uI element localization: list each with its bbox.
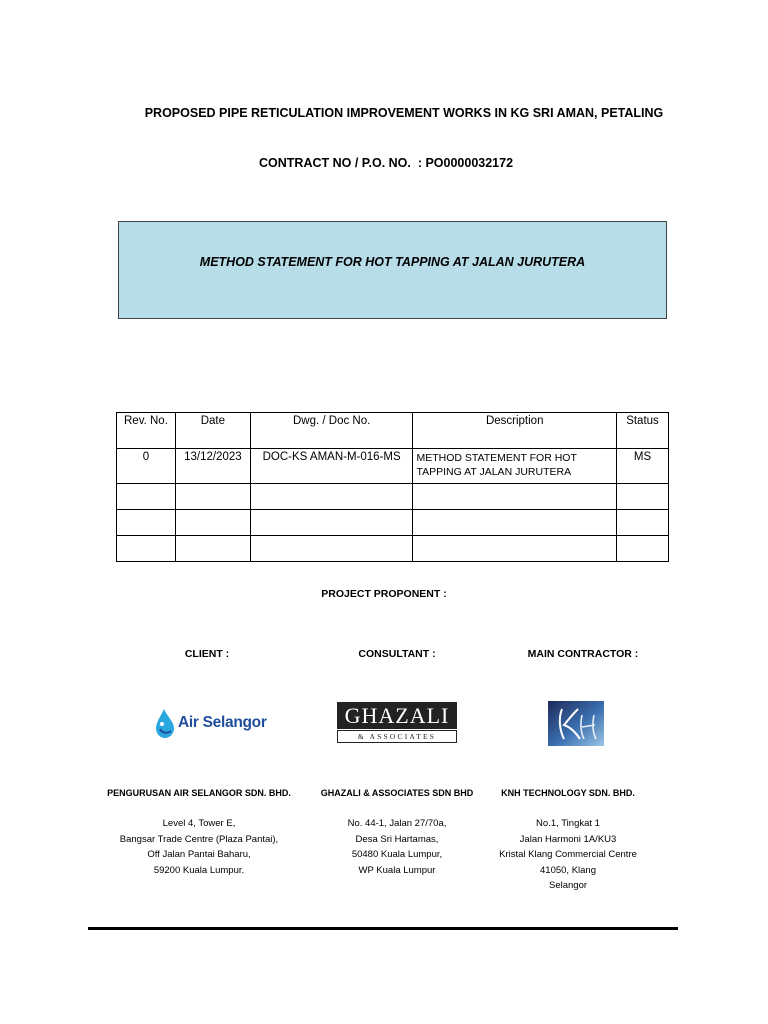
- ghazali-logo: [337, 702, 457, 742]
- address-line: 59200 Kuala Lumpur.: [153, 864, 245, 876]
- rev-cell: 0: [117, 449, 176, 484]
- document-title: METHOD STATEMENT FOR HOT TAPPING AT JALAN JURUTERA: [199, 255, 586, 269]
- address-line: No.1, Tingkat 1: [536, 818, 600, 829]
- revision-table: [116, 412, 669, 562]
- col-header-rev: Rev. No.: [117, 413, 176, 449]
- table-cell: [413, 510, 617, 536]
- revision-table-header: [117, 413, 669, 449]
- consultant-label: CONSULTANT :: [358, 648, 436, 660]
- client-address: [108, 816, 290, 878]
- address-line: Off Jalan Pantai Baharu,: [147, 849, 251, 860]
- table-row: [117, 449, 669, 484]
- client-company-name: PENGURUSAN AIR SELANGOR SDN. BHD.: [107, 788, 291, 798]
- doc-no-cell: DOC-KS AMAN-M-016-MS: [250, 449, 413, 484]
- air-selangor-logo: [154, 707, 266, 743]
- table-row: [117, 510, 669, 536]
- project-title: PROPOSED PIPE RETICULATION IMPROVEMENT WORKS IN KG SRI AMAN, PETALING: [144, 106, 664, 120]
- date-cell: 13/12/2023: [175, 449, 250, 484]
- col-header-description: Description: [413, 413, 617, 449]
- contract-number-line: [259, 156, 513, 170]
- consultant-address: [322, 816, 472, 878]
- table-cell: [175, 484, 250, 510]
- client-label: CLIENT :: [184, 648, 230, 660]
- address-line: Bangsar Trade Centre (Plaza Pantai),: [119, 833, 279, 845]
- description-line: TAPPING AT JALAN JURUTERA: [416, 466, 572, 478]
- address-line: Kristal Klang Commercial Centre: [499, 849, 637, 860]
- col-header-date: Date: [175, 413, 250, 449]
- knh-monogram-icon: [548, 701, 604, 746]
- table-cell: [117, 484, 176, 510]
- ghazali-logo-text: GHAZALI: [344, 703, 450, 728]
- address-line: Level 4, Tower E,: [162, 818, 236, 829]
- consultant-company-name: GHAZALI & ASSOCIATES SDN BHD: [320, 788, 474, 798]
- knh-logo: [548, 701, 604, 746]
- project-proponent-title: PROJECT PROPONENT :: [321, 588, 447, 600]
- table-row: [117, 484, 669, 510]
- table-cell: [250, 536, 413, 562]
- contract-label: CONTRACT NO / P.O. NO.: [259, 156, 411, 170]
- main-contractor-address: [488, 816, 648, 894]
- table-cell: [175, 536, 250, 562]
- col-header-status: Status: [617, 413, 669, 449]
- table-cell: [250, 510, 413, 536]
- air-selangor-logo-text: Air Selangor: [178, 714, 267, 731]
- water-drop-icon: [154, 707, 178, 741]
- address-line: No. 44-1, Jalan 27/70a,: [347, 818, 447, 829]
- main-contractor-label: MAIN CONTRACTOR :: [527, 648, 639, 660]
- status-cell: MS: [617, 449, 669, 484]
- table-cell: [413, 484, 617, 510]
- table-cell: [617, 510, 669, 536]
- main-contractor-company-name: KNH TECHNOLOGY SDN. BHD.: [501, 788, 635, 798]
- table-cell: [617, 536, 669, 562]
- table-row: [117, 536, 669, 562]
- address-line: Jalan Harmoni 1A/KU3: [519, 833, 617, 845]
- document-title-box: [118, 221, 667, 319]
- address-line: 50480 Kuala Lumpur,: [351, 849, 443, 860]
- address-line: Selangor: [548, 880, 588, 891]
- address-line: WP Kuala Lumpur: [358, 864, 436, 876]
- description-cell: [413, 449, 617, 484]
- address-line: 41050, Klang: [540, 864, 596, 876]
- table-cell: [117, 536, 176, 562]
- address-line: Desa Sri Hartamas,: [355, 833, 439, 845]
- bottom-divider: [88, 927, 678, 930]
- contract-value: : PO0000032172: [417, 156, 514, 170]
- ghazali-logo-subtext: & ASSOCIATES: [357, 732, 437, 741]
- table-cell: [117, 510, 176, 536]
- table-cell: [250, 484, 413, 510]
- description-line: METHOD STATEMENT FOR HOT: [416, 452, 577, 464]
- col-header-doc-no: Dwg. / Doc No.: [250, 413, 413, 449]
- table-cell: [413, 536, 617, 562]
- table-cell: [175, 510, 250, 536]
- table-cell: [617, 484, 669, 510]
